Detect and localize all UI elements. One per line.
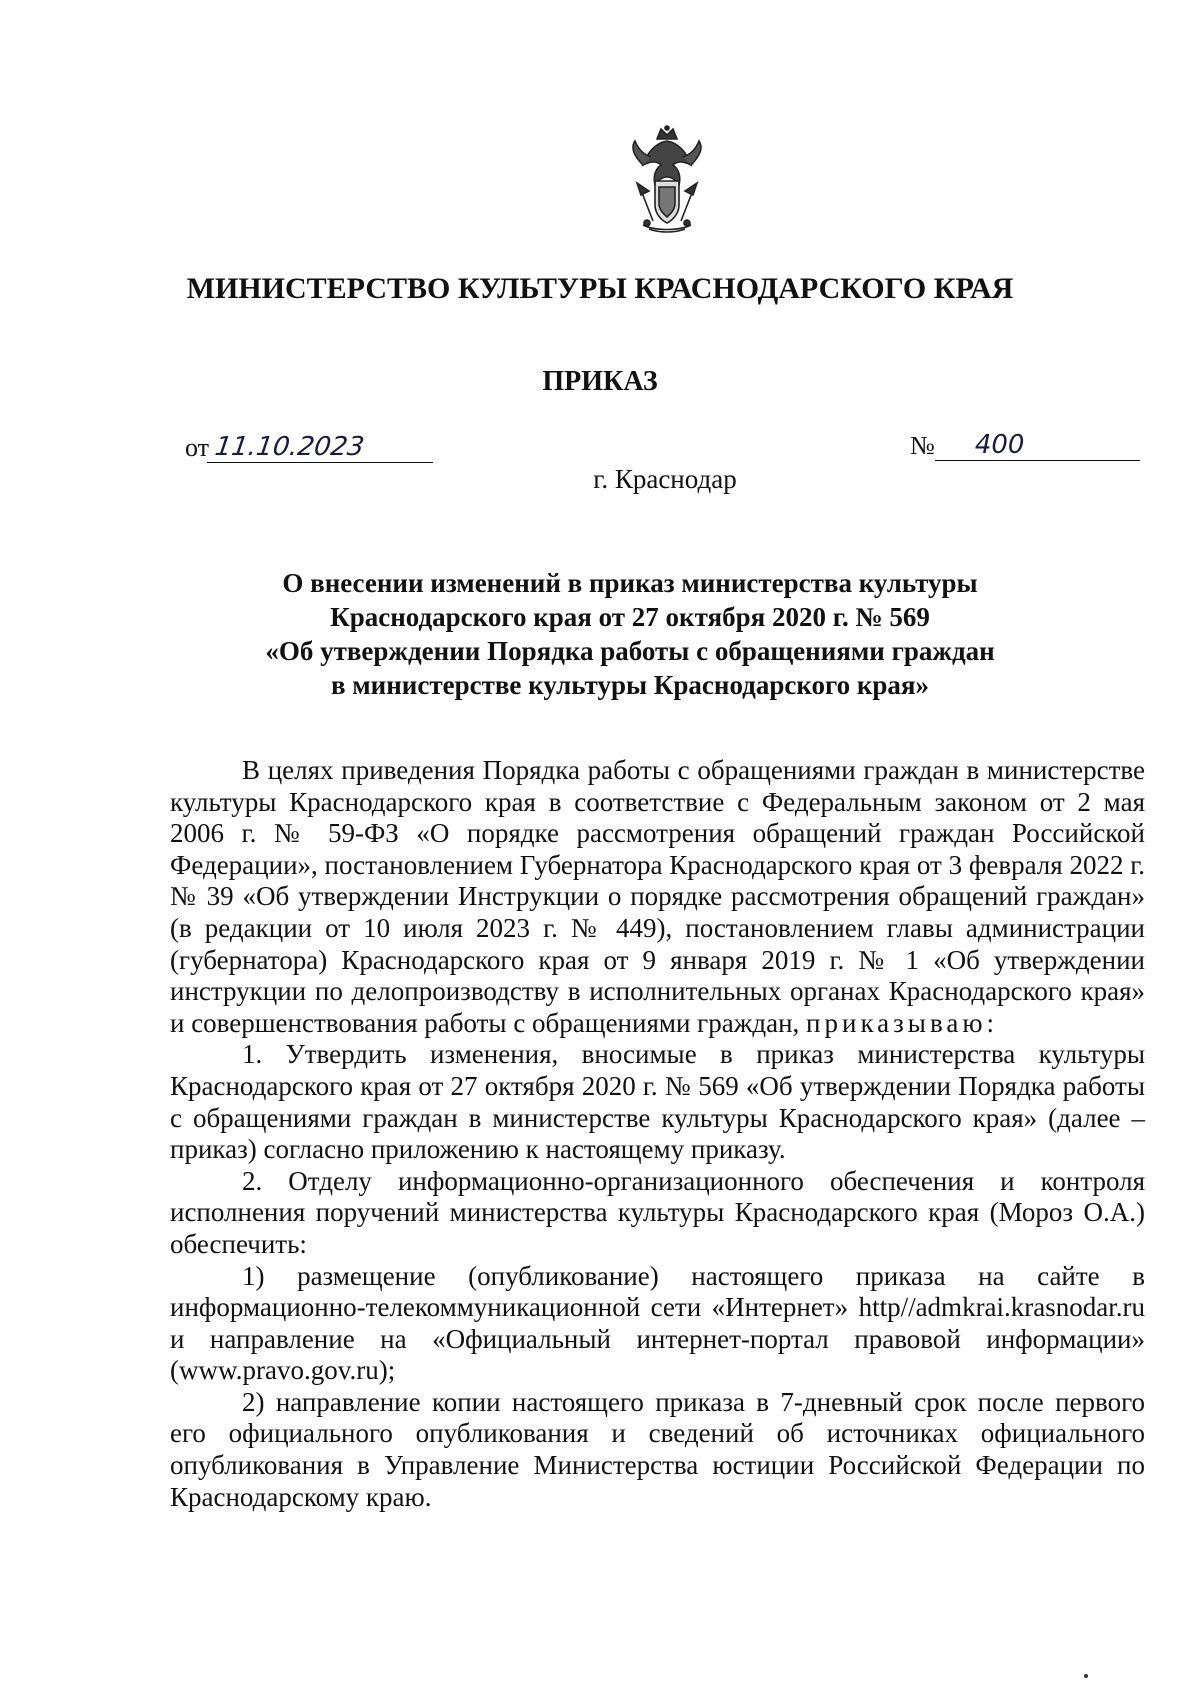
number-value: 400: [935, 430, 1140, 461]
order-body: [170, 755, 1145, 1513]
item-2-2-paragraph: 2) направление копии настоящего приказа в 7-дневный срок после первого его официального опубликования и сведений об источниках официального опубликования в Управление Министерства юстиции Российской Федерации по Краснодарскому краю.: [170, 1386, 1145, 1512]
date-value: 11.10.2023: [207, 432, 437, 463]
preamble-text: В целях приведения Порядка работы с обращениями граждан в министерстве культуры Краснодарского края в соответствие с Федеральным законом от 2 мая 2006 г. № 59-ФЗ «О порядке рассмотрения обращений граждан Российской Федерации», постановлением Губернатора Краснодарского края от 3 февраля 2022 г. № 39 «Об утверждении Инструкции о порядке рассмотрения обращений граждан» (в редакции от 10 июля 2023 г. № 449), постановлением главы администрации (губернатора) Краснодарского края от 9 января 2019 г. № 1 «Об утверждении инструкции по делопроизводству в исполнительных органах Краснодарского края» и совершенствования работы с обращениями граждан,: [170, 755, 1145, 1038]
subject-line: Краснодарского края от 27 октября 2020 г. № 569: [330, 602, 930, 632]
subject-line: в министерстве культуры Краснодарского края»: [330, 670, 930, 700]
preamble-paragraph: [170, 755, 1145, 1039]
city: г. Краснодар: [593, 464, 737, 494]
item-2-paragraph: 2. Отделу информационно-организационного обеспечения и контроля исполнения поручений министерства культуры Краснодарского края (Мороз О.А.) обеспечить:: [170, 1165, 1145, 1259]
item-2-1-paragraph: 1) размещение (опубликование) настоящего приказа на сайте в информационно-телекоммуникационной сети «Интернет» http//admkrai.krasnodar.ru и направление на «Официальный интернет-портал правовой информации» (www.pravo.gov.ru);: [170, 1260, 1145, 1386]
ministry-name: МИНИСТЕРСТВО КУЛЬТУРЫ КРАСНОДАРСКОГО КРАЯ: [186, 272, 1014, 305]
order-number: [910, 430, 1140, 461]
order-word: приказываю:: [806, 1007, 998, 1038]
document-type: ПРИКАЗ: [542, 366, 658, 397]
subject-line: О внесении изменений в приказ министерства культуры: [282, 568, 978, 598]
krasnodar-coat-of-arms-icon: [625, 125, 710, 235]
scan-dot: [1084, 1674, 1088, 1678]
item-1-paragraph: 1. Утвердить изменения, вносимые в приказ министерства культуры Краснодарского края от 27 октября 2020 г. № 569 «Об утверждении Порядка работы с обращениями граждан в министерстве культуры Краснодарского края» (далее – приказ) согласно приложению к настоящему приказу.: [170, 1039, 1145, 1165]
date-prefix: от: [185, 433, 210, 462]
number-sign: №: [910, 431, 935, 460]
order-subject: [200, 566, 1060, 702]
subject-line: «Об утверждении Порядка работы с обращениями граждан: [265, 636, 995, 666]
